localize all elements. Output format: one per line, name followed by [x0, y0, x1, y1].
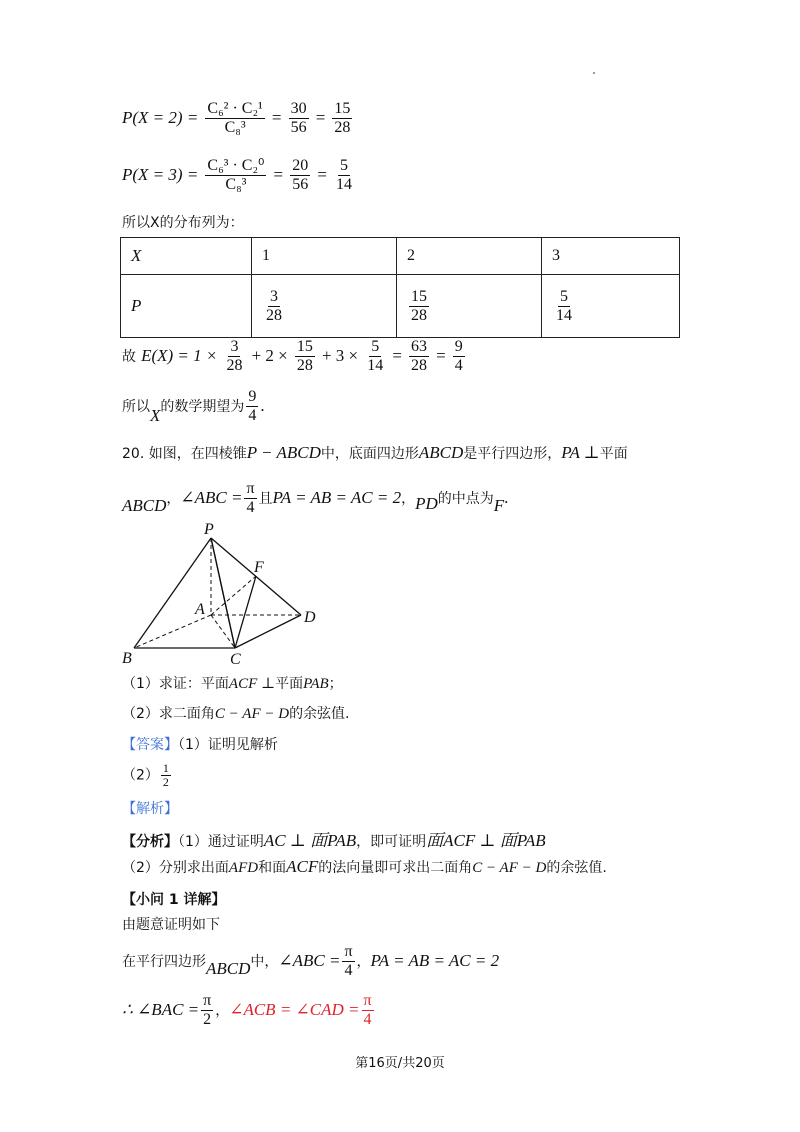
expectation-conclusion: 所以X的数学期望为 $\frac{9}{4}$ .	[122, 388, 265, 425]
edge-pc2	[211, 538, 235, 648]
fraction: $\frac{3}{28}$	[266, 287, 282, 324]
label-d: D	[304, 609, 316, 626]
edge-af	[211, 576, 256, 615]
question-2: （2）求二面角C − AF − D的余弦值.	[122, 706, 350, 722]
fraction: $\frac{15}{28}$	[334, 100, 351, 136]
fraction: $\frac{5}{14}$	[556, 287, 572, 324]
scan-dot	[593, 72, 595, 74]
proof-line-1: 在平行四边形ABCD中，∠ABC = $\frac{\pi}{4}$ ，PA = AB = AC = 2	[122, 943, 500, 979]
fraction: $\frac{15}{28}$	[411, 287, 427, 324]
fraction: $\frac{20}{56}$	[292, 157, 309, 193]
combination-fraction: $\frac{\text{C₆³ · C₂⁰}}{\text{C₈³}}$	[207, 157, 265, 193]
proof-line-2: ∴ ∠BAC = $\frac{\pi}{2}$ ，∠ACB = ∠CAD = $\frac{\pi}{4}$	[122, 992, 372, 1028]
sub-question-1-heading: 【小问 1 详解】	[122, 892, 226, 908]
label-c: C	[230, 651, 241, 668]
edge-fc	[235, 576, 256, 648]
highlighted-angle-equality: ∠ACB = ∠CAD =	[229, 1000, 360, 1019]
table-row: X 1 2 3	[121, 238, 680, 275]
label-f: F	[254, 559, 264, 576]
problem-20-line-1: 20. 如图，在四棱锥P − ABCD中，底面四边形ABCD是平行四边形，PA ⊥平面	[122, 443, 628, 462]
label-p: P	[204, 521, 214, 538]
distribution-intro: 所以X的分布列为：	[122, 215, 244, 231]
table-row: P $\frac{3}{28}$ $\frac{15}{28}$ $\frac{5}{14}$	[121, 275, 680, 338]
pyramid-figure	[118, 520, 328, 670]
question-1: （1）求证：平面ACF ⊥平面PAB；	[122, 676, 343, 692]
combination-fraction: $\frac{\text{C₆² · C₂¹}}{\text{C₈³}}$	[207, 100, 263, 136]
label-a: A	[195, 601, 205, 618]
prob-line-x2: P(X = 2) = $\frac{\text{C₆² · C₂¹}}{\text{C₈³}}$ = $\frac{30}{56}$ = $\frac{15}{28}$	[122, 100, 351, 136]
fraction: $\frac{5}{14}$	[336, 157, 352, 193]
fraction: $\frac{30}{56}$	[290, 100, 307, 136]
answer-line-2: （2） $\frac{1}{2}$	[122, 761, 169, 789]
page-footer: 第16页/共20页	[355, 1056, 445, 1071]
label-b: B	[122, 650, 132, 667]
answer-tag: 【答案】	[122, 737, 178, 753]
analysis-step-2: （2）分别求出面AFD和面ACF的法向量即可求出二面角C − AF − D的余弦值.	[122, 857, 607, 876]
analysis-tag: 【解析】	[122, 801, 178, 817]
expectation-line: 故 E(X) = 1 × $\frac{3}{28}$ + 2 × $\frac{15}{28}$ + 3 × $\frac{5}{14}$ = $\frac{63}{28}$ = $\frac{9}{4}$	[122, 338, 463, 374]
proof-intro: 由题意证明如下	[122, 917, 220, 933]
edge-pb	[134, 538, 211, 648]
distribution-table	[120, 237, 680, 338]
edge-cd	[235, 615, 301, 648]
answer-line-1: 【答案】（1）证明见解析	[122, 737, 278, 753]
prob-line-x3: P(X = 3) = $\frac{\text{C₆³ · C₂⁰}}{\text{C₈³}}$ = $\frac{20}{56}$ = $\frac{5}{14}$	[122, 157, 352, 193]
analysis-summary: 【分析】（1）通过证明AC ⊥ 面PAB，即可证明面ACF ⊥ 面PAB	[122, 831, 546, 850]
problem-20-line-2: ABCD，∠ABC = $\frac{\pi}{4}$ 且PA = AB = AC = 2，PD的中点为F.	[122, 480, 509, 516]
